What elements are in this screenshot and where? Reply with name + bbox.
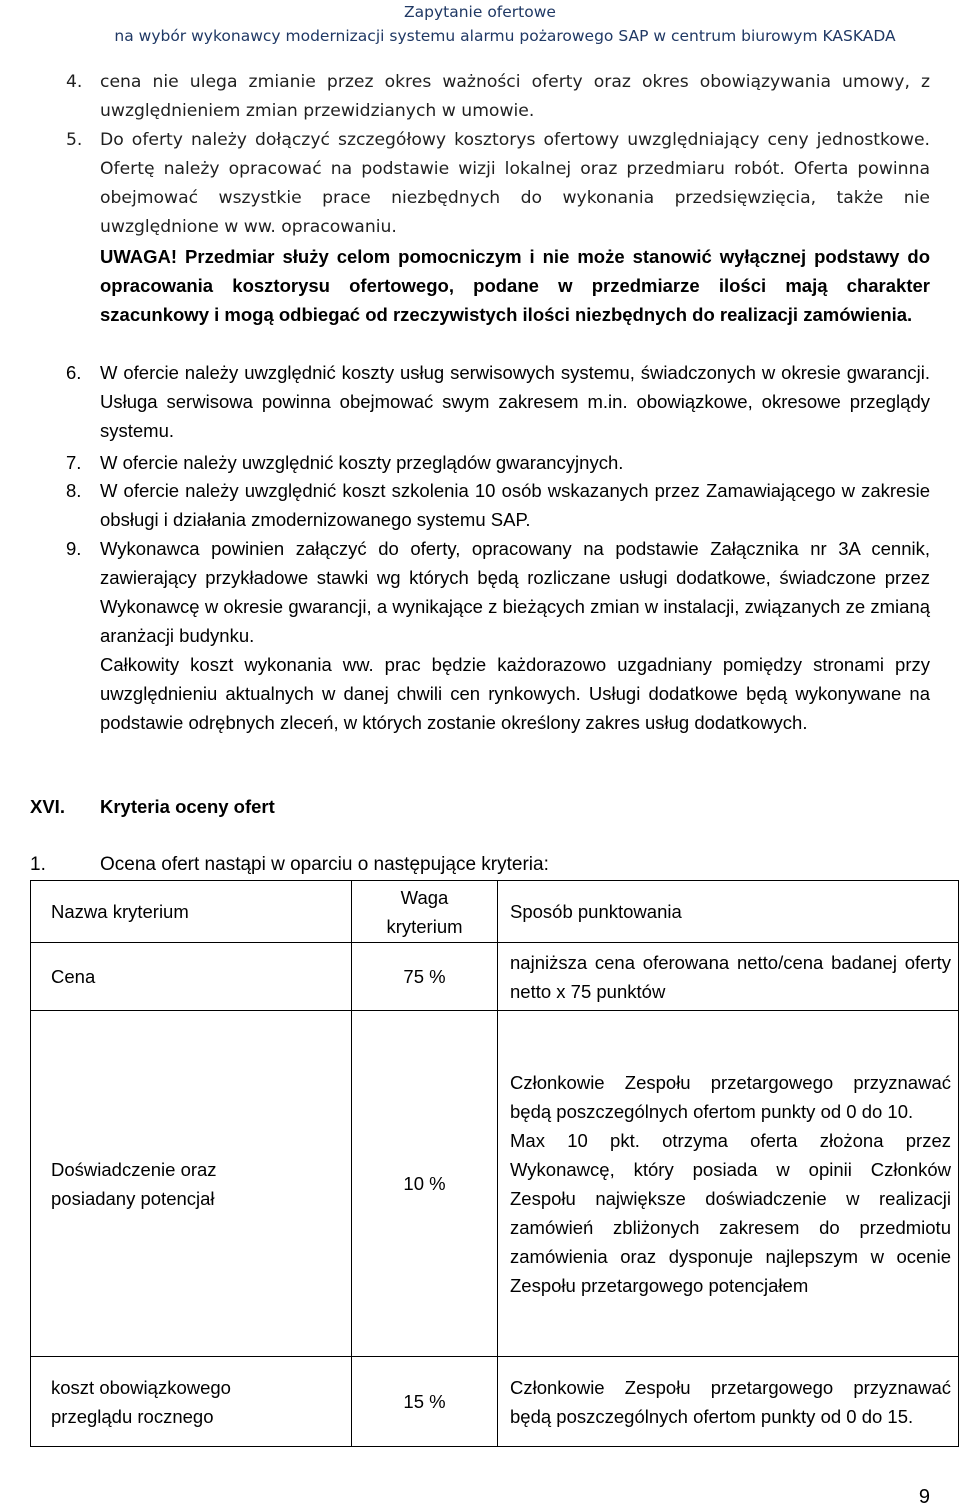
header-weight-line2: kryterium xyxy=(386,915,463,937)
section-number: XVI. xyxy=(30,796,65,817)
list-text: Wykonawca powinien załączyć do oferty, opracowany na podstawie Załącznika nr 3A cennik, zawierający przykładowe stawki wg których będą rozliczane usługi dodatkowe, świadczone przez Wykonawcę w okresie gwarancji, a wynikające z bieżących zmian w instalacji, związanych ze zmianą aranżacji budynku. xyxy=(100,538,930,646)
list-text: W ofercie należy uwzględnić koszt szkolenia 10 osób wskazanych przez Zamawiającego w zakresie obsługi i działania zmodernizowanego systemu SAP. xyxy=(100,480,930,530)
criteria-table xyxy=(30,880,959,1447)
criterion-weight: 75 % xyxy=(352,943,498,1011)
list-item-4 xyxy=(60,68,930,126)
header-name: Nazwa kryterium xyxy=(31,881,352,943)
criterion-weight: 10 % xyxy=(352,1011,498,1357)
criteria-text: Ocena ofert nastąpi w oparciu o następujące kryteria: xyxy=(100,854,549,875)
header-subtitle: na wybór wykonawcy modernizacji systemu alarmu pożarowego SAP w centrum biurowym KASKADA xyxy=(114,27,896,45)
criterion-scoring-text-2: Max 10 pkt. otrzyma oferta złożona przez Wykonawcę, który posiada w opinii Członków Zespołu największe doświadczenie w realizacji zamówień zbliżonych zakresem do przedmiotu zamówienia oraz dysponuje najlepszym w ocenie Zespołu przetargowego potencjałem xyxy=(510,1129,951,1296)
criterion-name-text: Doświadczenie oraz posiadany potencjał xyxy=(51,1158,217,1209)
list-number: 4. xyxy=(66,72,83,92)
list-number: 5. xyxy=(66,130,83,150)
list-number: 8. xyxy=(66,480,82,501)
criterion-name-text: koszt obowiązkowego przeglądu rocznego xyxy=(51,1376,231,1427)
list-text: cena nie ulega zmianie przez okres ważności oferty oraz okres obowiązywania umowy, z uwzględnieniem zmian przewidzianych w umowie. xyxy=(100,72,930,121)
list-text: W ofercie należy uwzględnić koszty przeglądów gwarancyjnych. xyxy=(100,452,624,473)
list-item-6 xyxy=(60,358,930,445)
criterion-scoring xyxy=(498,1011,959,1357)
section-heading xyxy=(30,796,275,818)
table-row xyxy=(31,1357,959,1447)
list-number: 7. xyxy=(66,452,82,473)
list-item-7 xyxy=(60,448,930,477)
table-header-row xyxy=(31,881,959,943)
table-row xyxy=(31,1011,959,1357)
criterion-name xyxy=(31,1357,352,1447)
header-weight-line1: Waga xyxy=(400,886,449,908)
list-text: W ofercie należy uwzględnić koszty usług serwisowych systemu, świadczonych w okresie gwarancji. Usługa serwisowa powinna obejmować swym zakresem m.in. obowiązkowe, okresowe przeglądy systemu. xyxy=(100,362,930,441)
list-text: Do oferty należy dołączyć szczegółowy kosztorys ofertowy uwzględniający ceny jednostkowe. Ofertę należy opracować na podstawie wizji lokalnej oraz przedmiaru robót. Oferta powinna obejmować wszystkie prace niezbędnych do wykonania przedsięwzięcia, także nie uwzględnione w ww. opracowaniu. xyxy=(100,130,930,237)
criterion-scoring: Członkowie Zespołu przetargowego przyznawać będą poszczególnych ofertom punkty od 0 do 15. xyxy=(498,1357,959,1447)
header-scoring: Sposób punktowania xyxy=(498,881,959,943)
list-number: 6. xyxy=(66,362,82,383)
header-weight xyxy=(352,881,498,943)
table-row xyxy=(31,943,959,1011)
warning-text: UWAGA! Przedmiar służy celom pomocniczym i nie może stanowić wyłącznej podstawy do opracowania kosztorysu ofertowego, podane w przedmiarze ilości mają charakter szacunkowy i mogą odbiegać od rzeczywistych ilości niezbędnych do realizacji zamówienia. xyxy=(100,246,930,325)
header-title: Zapytanie ofertowe xyxy=(404,3,556,21)
criterion-name: Cena xyxy=(31,943,352,1011)
criterion-name xyxy=(31,1011,352,1357)
list-item-5 xyxy=(60,126,930,329)
page-header xyxy=(0,0,960,48)
criteria-number: 1. xyxy=(30,854,46,875)
section-title: Kryteria oceny ofert xyxy=(100,796,275,817)
list-item-9 xyxy=(60,534,930,737)
criterion-scoring: najniższa cena oferowana netto/cena badanej oferty netto x 75 punktów xyxy=(498,943,959,1011)
list-item-8 xyxy=(60,476,930,534)
criterion-scoring-text: Członkowie Zespołu przetargowego przyznawać będą poszczególnych ofertom punkty od 0 do 10. xyxy=(510,1071,951,1122)
page-number: 9 xyxy=(918,1486,930,1508)
criteria-intro xyxy=(30,854,549,876)
list-text-continued: Całkowity koszt wykonania ww. prac będzie każdorazowo uzgadniany pomiędzy stronami przy uwzględnieniu aktualnych w danej chwili cen rynkowych. Usługi dodatkowe będą wykonywane na podstawie odrębnych zleceń, w których zostanie określony zakres usług dodatkowych. xyxy=(100,654,930,733)
list-number: 9. xyxy=(66,538,82,559)
criterion-weight: 15 % xyxy=(352,1357,498,1447)
